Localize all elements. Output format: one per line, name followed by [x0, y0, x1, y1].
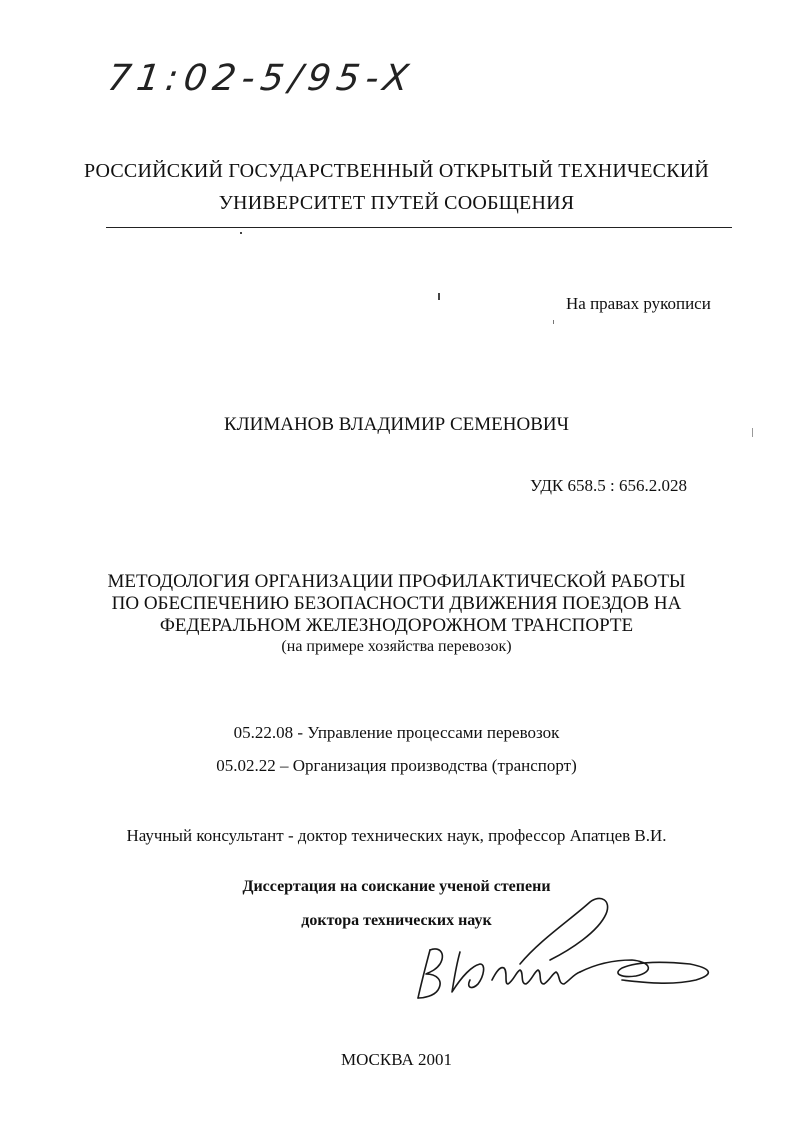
- udk-code: УДК 658.5 : 656.2.028: [530, 476, 687, 495]
- specialty-1: 05.22.08 - Управление процессами перевозок: [233, 723, 560, 742]
- title-line-2: ПО ОБЕСПЕЧЕНИЮ БЕЗОПАСНОСТИ ДВИЖЕНИЯ ПОЕЗДОВ НА: [111, 593, 682, 614]
- dissertation-line-2: доктора технических наук: [301, 912, 492, 929]
- title-subtitle: (на примере хозяйства перевозок): [281, 638, 512, 655]
- scan-speck: [438, 293, 440, 300]
- scan-speck: [752, 428, 753, 437]
- author-name: КЛИМАНОВ ВЛАДИМИР СЕМЕНОВИЧ: [224, 414, 569, 435]
- header-rule: [106, 227, 732, 228]
- signature-graphic: [400, 880, 740, 1010]
- handwritten-archive-number: 71:02-5/95-X: [105, 58, 417, 99]
- city-year: МОСКВА 2001: [340, 1050, 453, 1069]
- institution-line-1: РОССИЙСКИЙ ГОСУДАРСТВЕННЫЙ ОТКРЫТЫЙ ТЕХНИЧЕСКИЙ: [83, 160, 710, 182]
- title-line-1: МЕТОДОЛОГИЯ ОРГАНИЗАЦИИ ПРОФИЛАКТИЧЕСКОЙ РАБОТЫ: [107, 571, 686, 592]
- scan-speck: [240, 232, 242, 234]
- title-line-3: ФЕДЕРАЛЬНОМ ЖЕЛЕЗНОДОРОЖНОМ ТРАНСПОРТЕ: [159, 615, 634, 636]
- rights-note: На правах рукописи: [566, 294, 711, 313]
- scientific-consultant: Научный консультант - доктор технических наук, профессор Апатцев В.И.: [126, 826, 667, 845]
- institution-line-2: УНИВЕРСИТЕТ ПУТЕЙ СООБЩЕНИЯ: [218, 192, 575, 214]
- specialty-2: 05.02.22 – Организация производства (транспорт): [216, 756, 577, 775]
- scan-speck: [553, 320, 554, 324]
- dissertation-line-1: Диссертация на соискание ученой степени: [242, 878, 551, 895]
